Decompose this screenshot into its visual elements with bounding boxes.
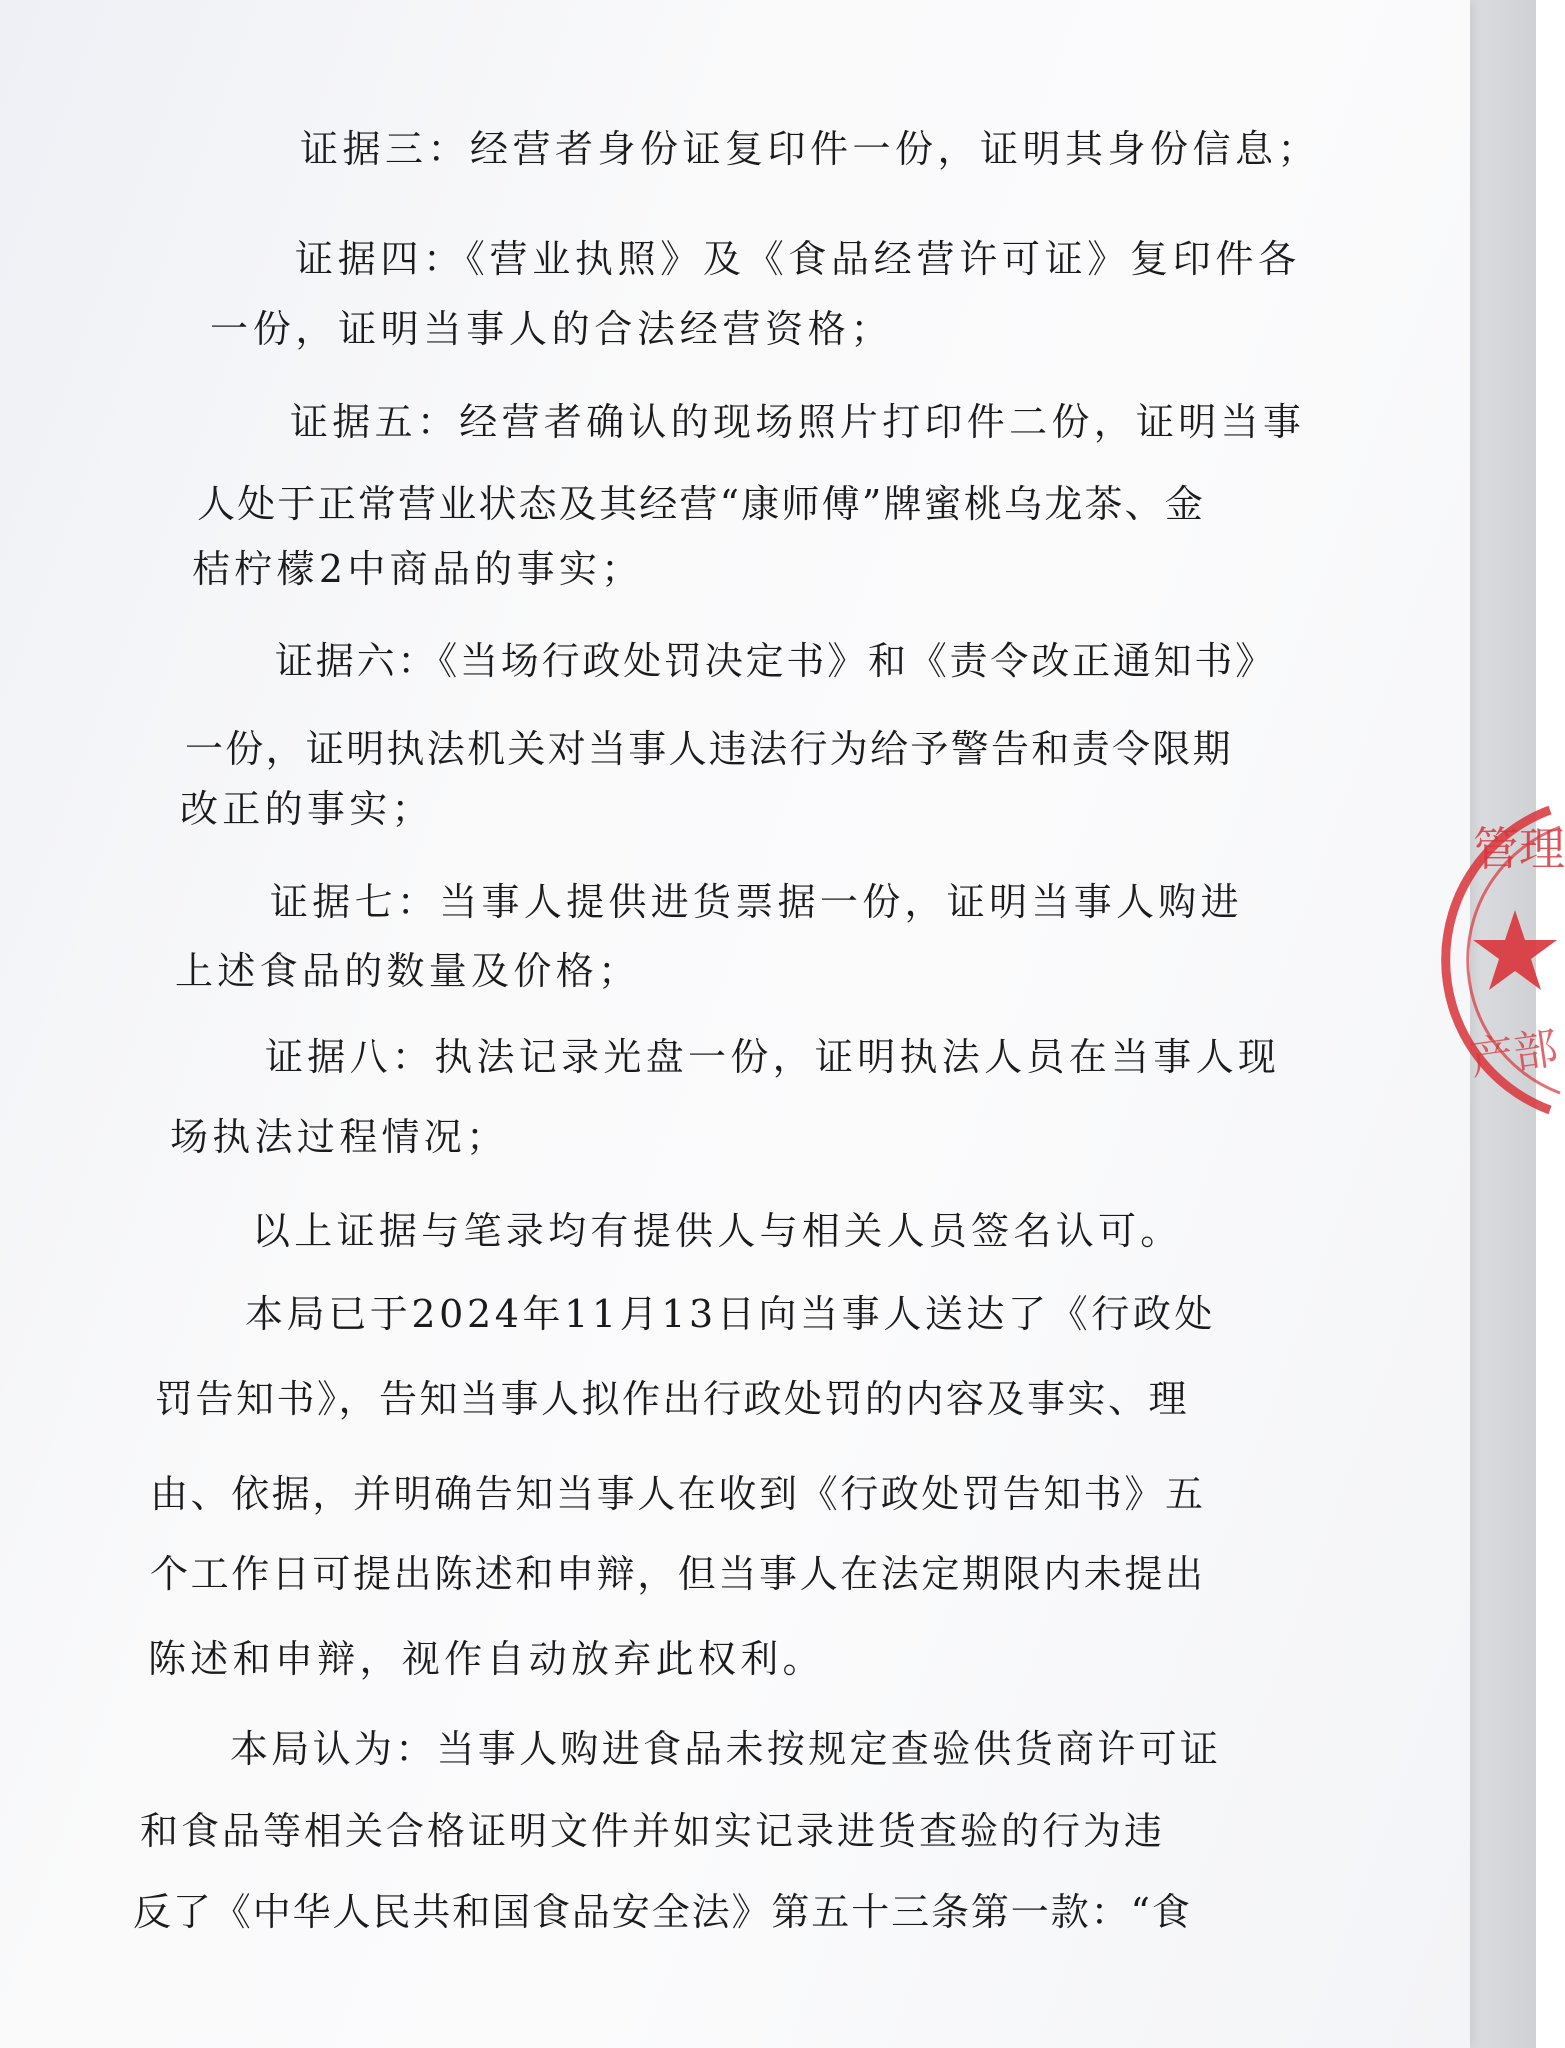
text-line: 由、依据，并明确告知当事人在收到《行政处罚告知书》五 — [150, 1472, 1206, 1516]
text-line: 个工作日可提出陈述和申辩，但当事人在法定期限内未提出 — [150, 1552, 1206, 1596]
text-line: 本局认为：当事人购进食品未按规定查验供货商许可证 — [230, 1727, 1222, 1771]
text-line: 上述食品的数量及价格； — [175, 949, 641, 993]
text-line: 证据三：经营者身份证复印件一份，证明其身份信息； — [300, 127, 1321, 171]
text-line: 和食品等相关合格证明文件并如实记录进货查验的行为违 — [140, 1809, 1166, 1853]
text-line: 反了《中华人民共和国食品安全法》第五十三条第一款：“食 — [133, 1890, 1192, 1934]
text-line: 一份，证明当事人的合法经营资格； — [210, 307, 894, 351]
official-seal-stamp — [1455, 805, 1565, 1115]
text-line: 场执法过程情况； — [170, 1115, 509, 1159]
text-line: 本局已于2024年11月13日向当事人送达了《行政处 — [245, 1292, 1217, 1336]
text-line: 证据八：执法记录光盘一份，证明执法人员在当事人现 — [265, 1035, 1281, 1079]
text-line: 证据四：《营业执照》及《食品经营许可证》复印件各 — [295, 237, 1301, 281]
svg-text:产部: 产部 — [1466, 1022, 1562, 1086]
text-line: 一份，证明执法机关对当事人违法行为给予警告和责令限期 — [185, 727, 1233, 771]
text-line: 罚告知书》，告知当事人拟作出行政处罚的内容及事实、理 — [155, 1377, 1190, 1421]
text-line: 桔柠檬2中商品的事实； — [192, 547, 644, 591]
text-line: 改正的事实； — [180, 787, 434, 831]
text-line: 人处于正常营业状态及其经营“康师傅”牌蜜桃乌龙茶、金 — [197, 482, 1206, 526]
text-line: 以上证据与笔录均有提供人与相关人员签名认可。 — [252, 1209, 1183, 1253]
svg-text:管理: 管理 — [1473, 822, 1565, 876]
text-line: 证据五：经营者确认的现场照片打印件二份，证明当事 — [290, 400, 1306, 444]
text-line: 证据七：当事人提供进货票据一份，证明当事人购进 — [270, 880, 1243, 924]
text-line: 证据六：《当场行政处罚决定书》和《责令改正通知书》 — [275, 639, 1277, 683]
text-line: 陈述和申辩，视作自动放弃此权利。 — [148, 1637, 825, 1681]
